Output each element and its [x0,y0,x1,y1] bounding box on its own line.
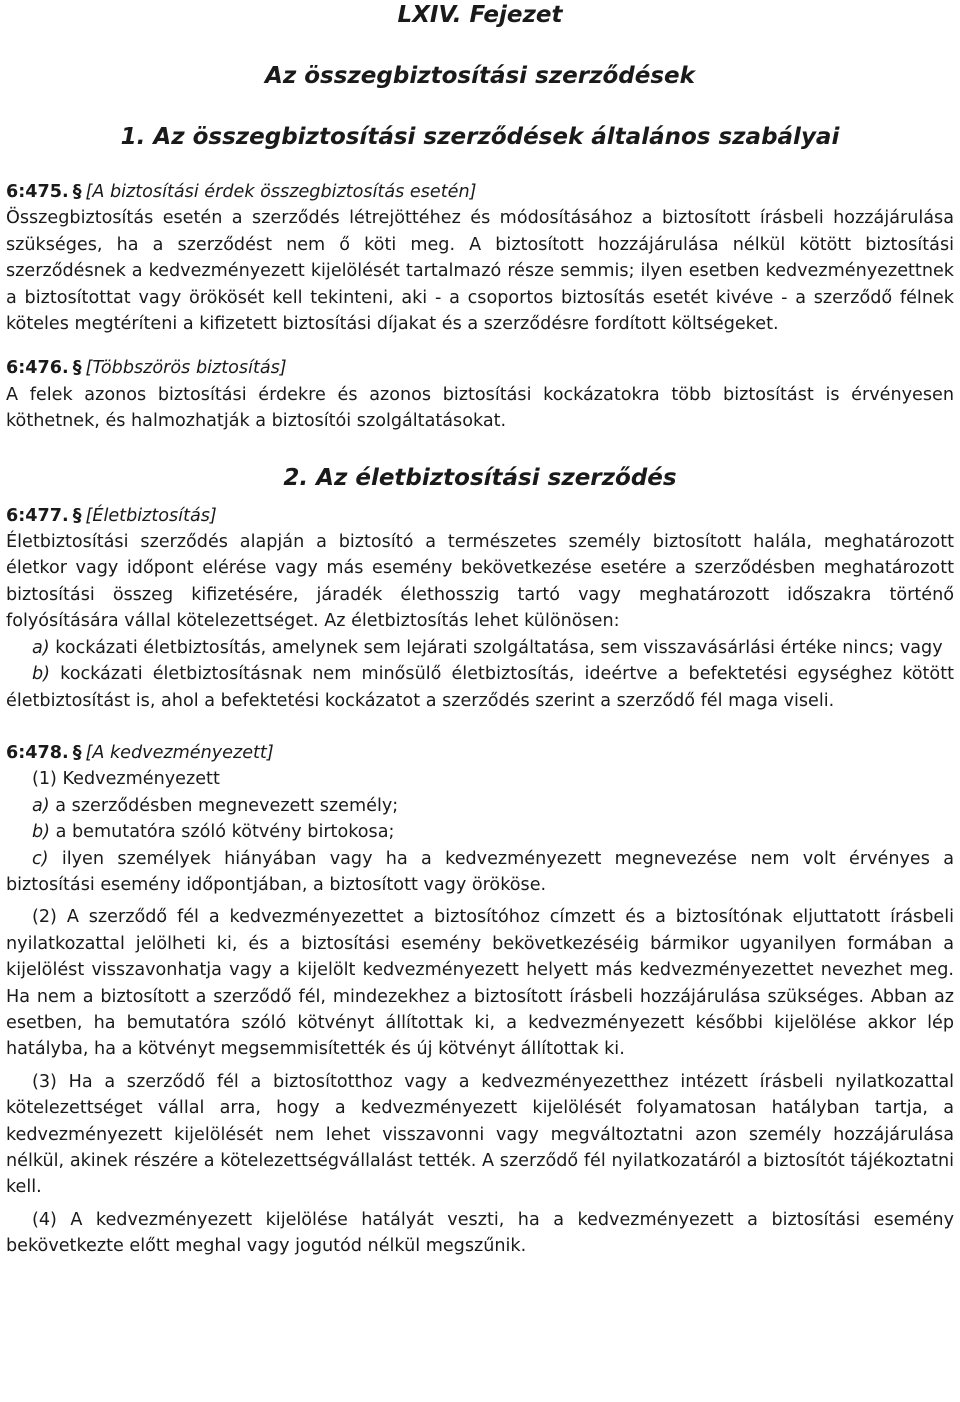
subheading-general-rules: 1. Az összegbiztosítási szerződések általános szabályai [120,124,840,150]
paragraph-3: (3) Ha a szerződő fél a biztosítotthoz vagy a kedvezményezetthez intézett írásbeli nyilatkozattal kötelezettséget vállal arra, hogy a kedvezményezett kijelölését folyamatosan hatályban tartja, a kedvezményezett kijelölését nem lehet visszavonni vagy megváltoztatni azon személy hozzájárulása nélkül, akinek részére a kötelezettségvállalást tették. A szerződő fél nyilatkozatáról a biztosítót tájékoztatni kell. [6,1071,954,1198]
section-number: 6:478. [6,742,69,763]
item-text: a szerződésben megnevezett személy; [55,795,399,816]
section-6-477 [6,503,954,714]
section-number: 6:476. [6,358,69,379]
subheading-life-insurance: 2. Az életbiztosítási szerződés [283,464,677,491]
list-item-c [6,846,954,899]
section-title: [Többszörös biztosítás] [85,358,287,379]
chapter-heading: LXIV. Fejezet [397,2,563,28]
section-text: Összegbiztosítás esetén a szerződés létrejöttéhez és módosításához a biztosított írásbeli hozzájárulása szükséges, ha a szerződést nem ő köti meg. A biztosított hozzájárulása nélkül kötött biztosítási szerződésnek a kedvezményezett kijelölését tartalmazó része semmis; ilyen esetben kedvezményezettnek a biztosítottat vagy örökösét kell tekinteni, aki - a csoportos biztosítás esetét kivéve - a szerződő félnek köteles megtéríteni a kifizetett biztosítási díjakat és a szerződésre fordított költségeket. [6,208,954,335]
item-label: b) [32,822,51,843]
item-label: c) [32,848,49,869]
paragraph-2: (2) A szerződő fél a kedvezményezettet a biztosítóhoz címzett és a biztosítónak eljuttatott írásbeli nyilatkozattal jelölheti ki, és a biztosítási esemény bekövetkezéséig bármikor ugyanilyen formában a kijelölést visszavonhatja vagy a kijelölt kedvezményezett helyett más kedvezményezettet nevezhet meg. Ha nem a biztosított a szerződő fél, mindezekhez a biztosított írásbeli hozzájárulása szükséges. Abban az esetben, ha bemutatóra szóló kötvényt állítottak ki, a kedvezményezett későbbi kijelölése akkor lép hatályba, ha a kötvényt megsemmisítették és új kötvényt állítottak ki. [6,907,954,1060]
section-header [6,740,954,766]
section-text: Életbiztosítási szerződés alapján a biztosító a természetes személy biztosított halála, meghatározott életkor vagy időpont elérése vagy más esemény bekövetkezése esetére a szerződésben meghatározott biztosítási összeg kifizetésére, járadék élethosszig tartó vagy meghatározott időszakra történő folyósítására vállal kötelezettséget. Az életbiztosítás lehet különösen: [6,532,954,632]
section-number: 6:475. [6,182,69,202]
section-text: A felek azonos biztosítási érdekre és azonos biztosítási kockázatokra több biztosítást is érvényesen köthetnek, és halmozhatják a biztosítói szolgáltatásokat. [6,384,954,432]
item-text: kockázati életbiztosításnak nem minősülő életbiztosítás, ideértve a befektetési egységhez kötött életbiztosítást is, ahol a befektetési kockázatot a szerződés szerint a szerződő fél maga viseli. [6,664,954,711]
section-number: 6:477. [6,505,69,526]
section-6-476 [6,355,954,434]
list-item-b [6,819,954,845]
item-label: a) [32,795,50,816]
part-title: Az összegbiztosítási szerződések [265,63,695,89]
list-item-a [6,635,954,661]
item-text: kockázati életbiztosítás, amelynek sem lejárati szolgáltatása, sem visszavásárlási értéke nincs; vagy [55,637,943,658]
item-text: ilyen személyek hiányában vagy ha a kedvezményezett megnevezése nem volt érvényes a biztosítási esemény időpontjában, a biztosított vagy örököse. [6,848,954,895]
section-title: [A biztosítási érdek összegbiztosítás esetén] [85,182,477,202]
list-item-b [6,661,954,714]
item-label: b) [32,664,51,685]
item-label: a) [32,637,50,658]
section-title: [A kedvezményezett] [85,742,274,763]
section-6-475 [6,179,954,337]
item-text: a bemutatóra szóló kötvény birtokosa; [55,822,395,843]
section-header [6,503,954,529]
section-header [6,179,954,205]
section-6-478 [6,740,954,1260]
paragraph-4: (4) A kedvezményezett kijelölése hatályát veszti, ha a kedvezményezett a biztosítási esemény bekövetkezte előtt meghal vagy jogutód nélkül megszűnik. [6,1209,954,1257]
paragraph-1: (1) Kedvezményezett [32,769,220,790]
paragraph-sign: § [72,358,82,379]
paragraph-sign: § [72,505,82,526]
list-item-a [6,793,954,819]
paragraph-sign: § [72,742,82,763]
section-header [6,355,954,381]
section-title: [Életbiztosítás] [85,505,217,526]
paragraph-sign: § [72,182,82,202]
